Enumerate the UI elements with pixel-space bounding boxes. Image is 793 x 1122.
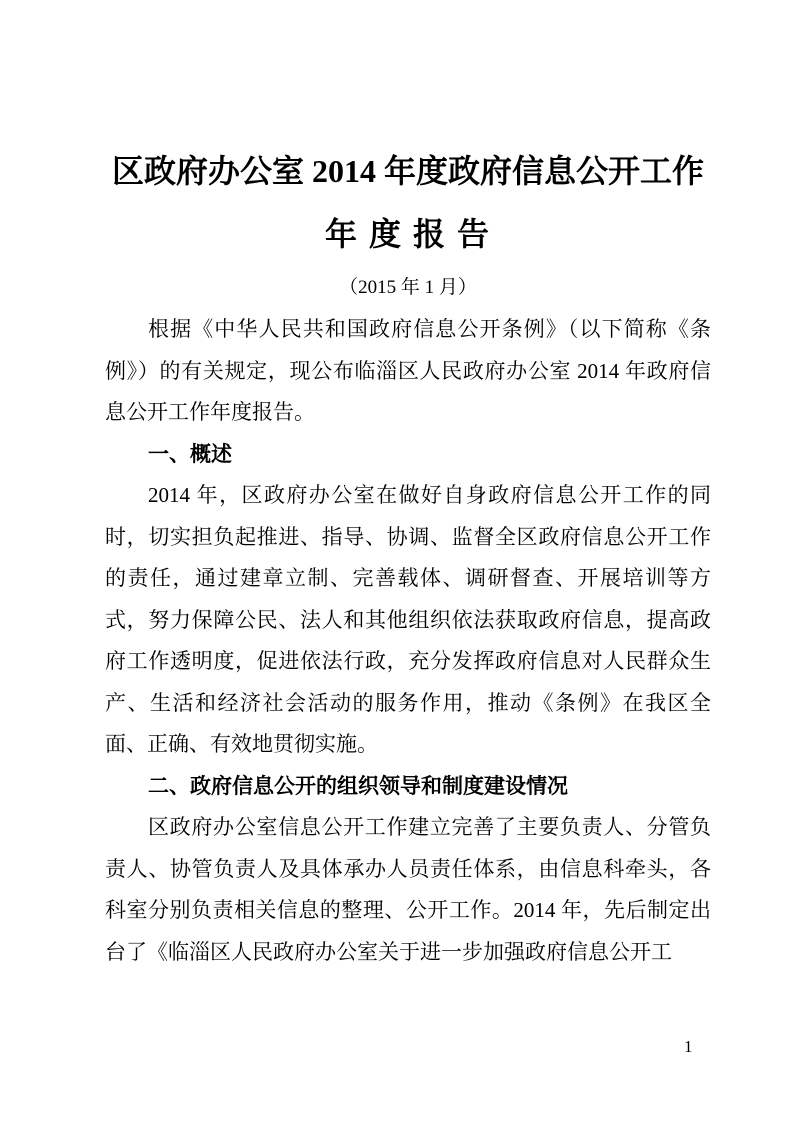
document-date: （2015 年 1 月） bbox=[339, 277, 477, 298]
section-overview-paragraph: 2014 年，区政府办公室在做好自身政府信息公开工作的同时，切实担负起推进、指导、协调、监督全区政府信息公开工作的责任，通过建章立制、完善载体、调研督查、开展培训等方式，努力保障公民、法人和其他组织依法获取政府信息，提高政府工作透明度，促进依法行政，充分发挥政府信息对人民群众生产、生活和经济社会活动的服务作用，推动《条例》在我区全面、正确、有效地贯彻实施。 bbox=[105, 483, 711, 756]
page-number: 1 bbox=[684, 1037, 693, 1056]
document-title-line1: 区政府办公室 2014 年度政府信息公开工作 bbox=[111, 153, 704, 189]
document-content bbox=[105, 0, 711, 973]
section-heading-overview: 一、概述 bbox=[148, 442, 232, 466]
intro-paragraph: 根据《中华人民共和国政府信息公开条例》（以下简称《条例》）的有关规定，现公布临淄区人民政府办公室 2014 年政府信息公开工作年度报告。 bbox=[105, 317, 711, 424]
section-heading-organization: 二、政府信息公开的组织领导和制度建设情况 bbox=[148, 774, 568, 798]
section-organization-paragraph: 区政府办公室信息公开工作建立完善了主要负责人、分管负责人、协管负责人及具体承办人员责任体系，由信息科牵头，各科室分别负责相关信息的整理、公开工作。2014 年，先后制定出台了《临淄区人民政府办公室关于进一步加强政府信息公开工 bbox=[105, 815, 711, 964]
document-title-line2: 年 度 报 告 bbox=[324, 216, 491, 252]
